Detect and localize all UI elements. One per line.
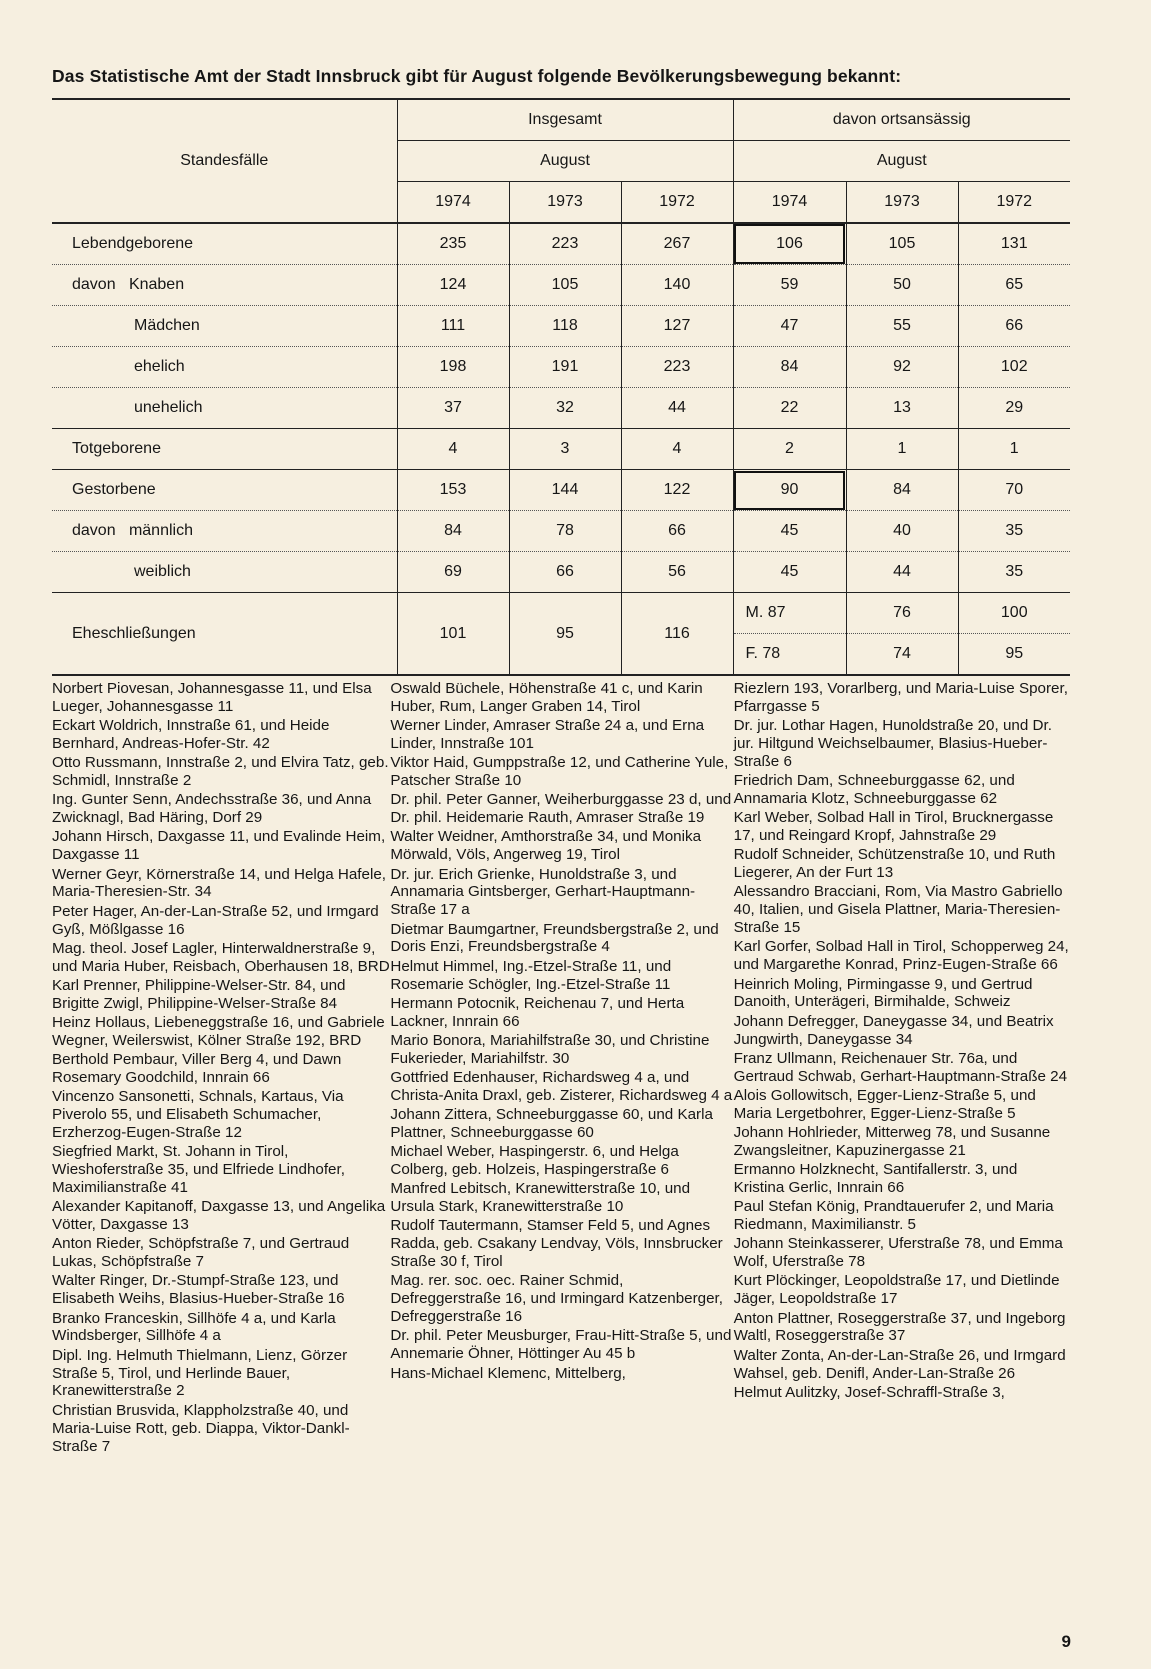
row-label: unehelich [52,388,397,429]
year-header: 1974 [397,182,509,224]
list-item: Manfred Lebitsch, Kranewitterstraße 10, und Ursula Stark, Kranewitterstraße 10 [390,1180,691,1216]
cell: 131 [958,223,1070,265]
cell: 144 [509,470,621,511]
cell: 102 [958,347,1070,388]
list-item: Kurt Plöckinger, Leopoldstraße 17, und Dietlinde Jäger, Leopoldstraße 17 [733,1272,1060,1308]
cell: 2 [733,429,846,470]
cell: 84 [397,511,509,552]
list-item: Hermann Potocnik, Reichenau 7, und Herta Lackner, Innrain 66 [390,994,685,1030]
list-item: Karl Weber, Solbad Hall in Tirol, Brucknergasse 17, und Reingard Kropf, Jahnstraße 29 [733,809,1054,845]
list-item: Dr. phil. Peter Ganner, Weiherburggasse 23 d, und Dr. phil. Heidemarie Rauth, Amraser Straße 19 [390,791,732,827]
list-item: Vincenzo Sansonetti, Schnals, Kartaus, Via Piverolo 55, und Elisabeth Schumacher, Erzherzog-Eugen-Straße 12 [52,1088,344,1142]
cell: 69 [397,552,509,593]
cell: 95 [958,634,1070,676]
cell: 140 [621,265,733,306]
list-item: Michael Weber, Haspingerstr. 6, und Helga Colberg, geb. Holzeis, Haspingerstraße 6 [390,1143,679,1179]
cell: 105 [846,223,958,265]
year-header: 1973 [846,182,958,224]
header-month-local: August [733,141,1070,182]
list-item: Dipl. Ing. Helmuth Thielmann, Lienz, Görzer Straße 5, Tirol, und Herlinde Bauer, Kranewitterstraße 2 [52,1346,348,1400]
cell: 105 [509,265,621,306]
cell: 66 [958,306,1070,347]
cell: 45 [733,552,846,593]
cell: 1 [846,429,958,470]
cell: 29 [958,388,1070,429]
year-header: 1974 [733,182,846,224]
cell: 4 [397,429,509,470]
text-column [52,680,390,1457]
table-row [52,347,1070,388]
cell: 92 [846,347,958,388]
cell: 122 [621,470,733,511]
cell: 116 [621,593,733,676]
list-item: Norbert Piovesan, Johannesgasse 11, und Elsa Lueger, Johannesgasse 11 [52,680,372,715]
cell: 35 [958,552,1070,593]
row-label: Mädchen [52,306,397,347]
list-item: Walter Ringer, Dr.-Stumpf-Straße 123, und Elisabeth Weihs, Blasius-Hueber-Straße 16 [52,1272,345,1308]
list-item: Dr. phil. Peter Meusburger, Frau-Hitt-Straße 5, und Annemarie Öhner, Höttinger Au 45 b [390,1327,732,1363]
list-item: Viktor Haid, Gumppstraße 12, und Catherine Yule, Patscher Straße 10 [390,754,729,790]
cell: 84 [733,347,846,388]
cell: 3 [509,429,621,470]
list-item: Hans-Michael Klemenc, Mittelberg, [390,1364,626,1382]
cell: 90 [733,470,846,511]
row-prefix: davon [72,522,116,539]
year-header: 1972 [621,182,733,224]
list-item: Paul Stefan König, Prandtauerufer 2, und Maria Riedmann, Maximilianstr. 5 [733,1198,1054,1234]
cell: 22 [733,388,846,429]
list-item: Heinz Hollaus, Liebeneggstraße 16, und Gabriele Wegner, Weilerswist, Kölner Straße 192, BRD [52,1013,385,1049]
list-item: Otto Russmann, Innstraße 2, und Elvira Tatz, geb. Schmidl, Innstraße 2 [52,754,389,790]
list-item: Mario Bonora, Mariahilfstraße 30, und Christine Fukerieder, Mariahilfstr. 30 [390,1031,710,1067]
cell: 84 [846,470,958,511]
cell: 59 [733,265,846,306]
cell: 1 [958,429,1070,470]
cell: 235 [397,223,509,265]
cell: 78 [509,511,621,552]
cell: 118 [509,306,621,347]
cell: M. 87 [733,593,846,634]
list-item: Johann Steinkasserer, Uferstraße 78, und Emma Wolf, Uferstraße 78 [733,1235,1063,1271]
list-item: Rudolf Schneider, Schützenstraße 10, und Ruth Liegerer, An der Furt 13 [733,846,1056,882]
row-label: Totgeborene [52,429,397,470]
row-label: Gestorbene [52,470,397,511]
year-header: 1973 [509,182,621,224]
list-item: Helmut Aulitzky, Josef-Schraffl-Straße 3, [733,1383,1005,1401]
list-item: Anton Rieder, Schöpfstraße 7, und Gertraud Lukas, Schöpfstraße 7 [52,1235,350,1271]
header-month-total: August [397,141,733,182]
row-label [52,511,397,552]
table-row [52,388,1070,429]
list-item: Johann Hirsch, Daxgasse 11, und Evalinde Heim, Daxgasse 11 [52,828,386,864]
cell: 223 [509,223,621,265]
list-item: Werner Geyr, Körnerstraße 14, und Helga Hafele, Maria-Theresien-Str. 34 [52,865,387,901]
list-item: Werner Linder, Amraser Straße 24 a, und Erna Linder, Innstraße 101 [390,717,705,753]
header-ortsansaessig: davon ortsansässig [733,99,1070,141]
list-item: Dietmar Baumgartner, Freundsbergstraße 2, und Doris Enzi, Freundsbergstraße 4 [390,920,719,956]
row-label: ehelich [52,347,397,388]
header-insgesamt: Insgesamt [397,99,733,141]
list-item: Franz Ullmann, Reichenauer Str. 76a, und Gertraud Schwab, Gerhart-Hauptmann-Straße 24 [733,1049,1068,1085]
statistics-table [52,98,1070,676]
cell: 76 [846,593,958,634]
cell: 13 [846,388,958,429]
list-item: Siegfried Markt, St. Johann in Tirol, Wieshoferstraße 35, und Elfriede Lindhofer, Maximilianstraße 41 [52,1143,345,1197]
list-item: Johann Hohlrieder, Mitterweg 78, und Susanne Zwangsleitner, Kapuzinergasse 21 [733,1124,1051,1159]
list-item: Rudolf Tautermann, Stamser Feld 5, und Agnes Radda, geb. Csakany Lendvay, Völs, Innsbrucker Straße 30 f, Tirol [390,1217,723,1271]
list-item: Ermanno Holzknecht, Santifallerstr. 3, und Kristina Gerlic, Innrain 66 [733,1161,1018,1197]
list-item: Walter Zonta, An-der-Lan-Straße 26, und Irmgard Wahsel, geb. Denifl, Ander-Lan-Straße 26 [733,1346,1066,1382]
list-item: Anton Plattner, Roseggerstraße 37, und Ingeborg Waltl, Roseggerstraße 37 [733,1309,1066,1345]
row-label: weiblich [52,552,397,593]
cell: 66 [621,511,733,552]
row-label [52,265,397,306]
cell: 55 [846,306,958,347]
list-item: Oswald Büchele, Höhenstraße 41 c, und Karin Huber, Rum, Langer Graben 14, Tirol [390,680,703,715]
list-item: Karl Prenner, Philippine-Welser-Str. 84, und Brigitte Zwigl, Philippine-Welser-Straße 84 [52,976,346,1012]
cell: 124 [397,265,509,306]
row-label: Eheschließungen [52,593,397,676]
list-item: Mag. theol. Josef Lagler, Hinterwaldnerstraße 9, und Maria Huber, Reisbach, Oberhausen 18, BRD [52,939,390,975]
cell: 45 [733,511,846,552]
list-item: Christian Brusvida, Klappholzstraße 40, und Maria-Luise Rott, geb. Diappa, Viktor-Dankl-Straße 7 [52,1401,350,1455]
list-item: Johann Defregger, Daneygasse 34, und Beatrix Jungwirth, Daneygasse 34 [733,1012,1054,1048]
cell: 35 [958,511,1070,552]
cell: 223 [621,347,733,388]
list-item: Alessandro Bracciani, Rom, Via Mastro Gabriello 40, Italien, und Gisela Plattner, Maria-Theresien-Straße 15 [733,883,1063,937]
cell: 44 [846,552,958,593]
table-row [52,470,1070,511]
list-item: Riezlern 193, Vorarlberg, und Maria-Luise Sporer, Pfarrgasse 5 [733,680,1068,715]
year-header: 1972 [958,182,1070,224]
row-prefix: davon [72,276,116,293]
table-row [52,593,1070,634]
list-item: Friedrich Dam, Schneeburggasse 62, und Annamaria Klotz, Schneeburggasse 62 [733,772,1015,808]
cell: 198 [397,347,509,388]
cell: 66 [509,552,621,593]
cell: 267 [621,223,733,265]
table-row [52,306,1070,347]
table-row [52,223,1070,265]
cell: 153 [397,470,509,511]
cell: 47 [733,306,846,347]
list-item: Dr. jur. Erich Grienke, Hunoldstraße 3, und Annamaria Gintsberger, Gerhart-Hauptmann-Straße 17 a [390,865,696,919]
list-item: Branko Franceskin, Sillhöfe 4 a, und Karla Windsberger, Sillhöfe 4 a [52,1309,336,1345]
page-heading: Das Statistische Amt der Stadt Innsbruck gibt für August folgende Bevölkerungsbewegung bekannt: [52,66,902,86]
list-item: Eckart Woldrich, Innstraße 61, und Heide Bernhard, Andreas-Hofer-Str. 42 [52,717,330,753]
cell: 56 [621,552,733,593]
list-item: Alois Gollowitsch, Egger-Lienz-Straße 5, und Maria Lergetbohrer, Egger-Lienz-Straße 5 [733,1086,1036,1122]
list-item: Ing. Gunter Senn, Andechsstraße 36, und Anna Zwicknagl, Bad Häring, Dorf 29 [52,791,372,827]
text-column [390,680,733,1457]
list-item: Mag. rer. soc. oec. Rainer Schmid, Defreggerstraße 16, und Irmingard Katzenberger, Defreggerstraße 16 [390,1272,723,1326]
page-number: 9 [1061,1632,1071,1651]
cell: 4 [621,429,733,470]
table-row [52,511,1070,552]
cell: 40 [846,511,958,552]
table-row [52,552,1070,593]
table-row [52,265,1070,306]
list-item: Dr. jur. Lothar Hagen, Hunoldstraße 20, und Dr. jur. Hiltgund Weichselbaumer, Blasius-Hueber-Straße 6 [733,717,1052,770]
row-label: Lebendgeborene [52,223,397,265]
list-item: Peter Hager, An-der-Lan-Straße 52, und Irmgard Gyß, Mößlgasse 16 [52,902,379,938]
list-item: Helmut Himmel, Ing.-Etzel-Straße 11, und Rosemarie Schögler, Ing.-Etzel-Straße 11 [390,957,672,993]
list-item: Alexander Kapitanoff, Daxgasse 13, und Angelika Vötter, Daxgasse 13 [52,1198,386,1234]
list-item: Berthold Pembaur, Viller Berg 4, und Dawn Rosemary Goodchild, Innrain 66 [52,1051,342,1086]
cell: 50 [846,265,958,306]
cell: 44 [621,388,733,429]
cell: 127 [621,306,733,347]
list-item: Johann Zittera, Schneeburggasse 60, und Karla Plattner, Schneeburggasse 60 [390,1106,713,1142]
cell: 70 [958,470,1070,511]
list-item: Walter Weidner, Amthorstraße 34, und Monika Mörwald, Völs, Angerweg 19, Tirol [390,828,702,864]
cell: 37 [397,388,509,429]
list-item: Gottfried Edenhauser, Richardsweg 4 a, und Christa-Anita Draxl, geb. Zisterer, Richardsweg 4 a [390,1069,733,1104]
cell: 100 [958,593,1070,634]
cell: 65 [958,265,1070,306]
table-row [52,429,1070,470]
list-item: Karl Gorfer, Solbad Hall in Tirol, Schopperweg 24, und Margarethe Konrad, Prinz-Eugen-Straße 66 [733,938,1069,974]
cell: 101 [397,593,509,676]
row-label-text: Knaben [128,276,185,293]
cell: 95 [509,593,621,676]
cell: F. 78 [733,634,846,676]
header-standesfaelle: Standesfälle [52,99,397,223]
cell: 111 [397,306,509,347]
cell: 106 [733,223,846,265]
list-item: Heinrich Moling, Pirmingasse 9, und Gertrud Danoith, Unterägeri, Birmihalde, Schweiz [733,975,1033,1011]
text-column [734,680,1072,1457]
row-label-text: männlich [128,522,193,539]
marriage-list [52,680,1072,1457]
cell: 32 [509,388,621,429]
cell: 191 [509,347,621,388]
cell: 74 [846,634,958,676]
